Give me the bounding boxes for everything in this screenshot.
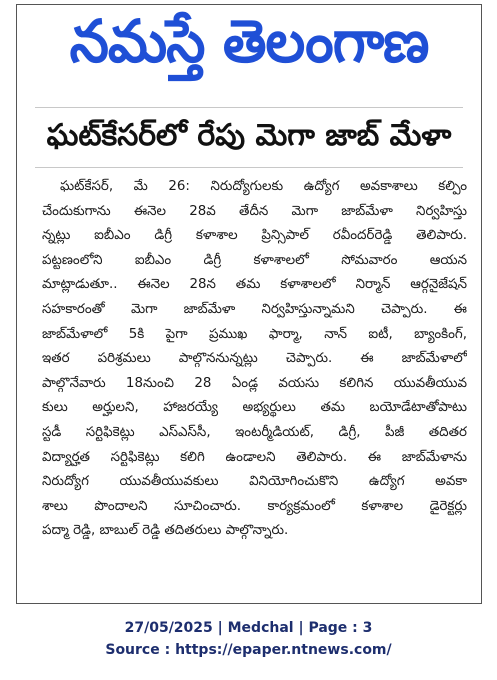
- article-line: న్నట్లు ఐబీఎం డిగ్రీ కళాశాల ప్రిన్సిపాల్ రవీందర్‌రెడ్డి తెలిపారు.: [42, 228, 467, 244]
- article-line: పద్మా రెడ్డి, బాబుల్ రెడ్డి తదితరులు పాల్గొన్నారు.: [42, 523, 289, 539]
- article-line: విద్యార్హత సర్టిఫికెట్లు కలిగి ఉండాలని తెలిపారు. ఈ జాబ్‌మేళాను: [42, 449, 467, 465]
- article-line: చేందుకుగాను ఈనెల 28వ తేదీన మెగా జాబ్‌మేళా నిర్వహిస్తు: [42, 203, 467, 219]
- article-line: జాబ్‌మేళాలో 5కి పైగా ప్రముఖ ఫార్మా, నాన్ ఐటీ, బ్యాంకింగ్,: [42, 326, 467, 342]
- article-headline: ఘట్‌కేసర్‌లో రేపు మెగా జాబ్ మేళా: [46, 118, 452, 153]
- article-line: ఇతర పరిశ్రమలు పాల్గొననున్నట్లు చెప్పారు. ఈ జాబ్‌మేళాలో: [42, 351, 467, 367]
- article-line: పాల్గొనేవారు 18నుంచి 28 ఏండ్ల వయసు కలిగిన యువతీయువ: [42, 375, 467, 391]
- newspaper-clipping: [16, 4, 482, 604]
- masthead-divider: [35, 107, 463, 108]
- article-line: ఘట్‌కేసర్, మే 26: నిరుద్యోగులకు ఉద్యోగ అవకాశాలు కల్పిం: [60, 179, 467, 194]
- footer-source-line: Source : https://epaper.ntnews.com/: [105, 642, 392, 658]
- article-line: మాట్లాడుతూ.. ఈనెల 28న తమ కళాశాలలో నిర్మాన్ ఆర్గనైజేషన్: [42, 277, 467, 293]
- article-line: నిరుద్యోగ యువతీయువకులు వినియోగించుకొని ఉద్యోగ అవకా: [42, 474, 467, 490]
- article-body: [42, 175, 467, 544]
- masthead-logo-text: నమస్తే తెలంగాణ: [69, 7, 429, 76]
- footer-date-line: 27/05/2025 | Medchal | Page : 3: [124, 620, 373, 636]
- masthead: [17, 5, 481, 93]
- article-line: శాలు పొందాలని సూచించారు. కార్యక్రమంలో కళాశాల డైరెక్టర్లు: [42, 498, 467, 514]
- article-line: స్టడీ సర్టిఫికెట్లు ఎస్‌ఎస్‌సీ, ఇంటర్మీడియట్, డిగ్రీ, పీజీ తదితర: [42, 424, 467, 440]
- article-line: సహకారంతో మెగా జాబ్‌మేళా నిర్వహిస్తున్నామని చెప్పారు. ఈ: [42, 301, 467, 317]
- article-line: పట్టణంలోని ఐబీఎం డిగ్రీ కళాశాలలో సోమవారం ఆయన: [42, 252, 467, 268]
- headline-divider: [35, 167, 463, 168]
- article-line: కులు అర్హులని, హాజరయ్యే అభ్యర్థులు తమ బయోడేటాతోపాటు: [42, 400, 467, 416]
